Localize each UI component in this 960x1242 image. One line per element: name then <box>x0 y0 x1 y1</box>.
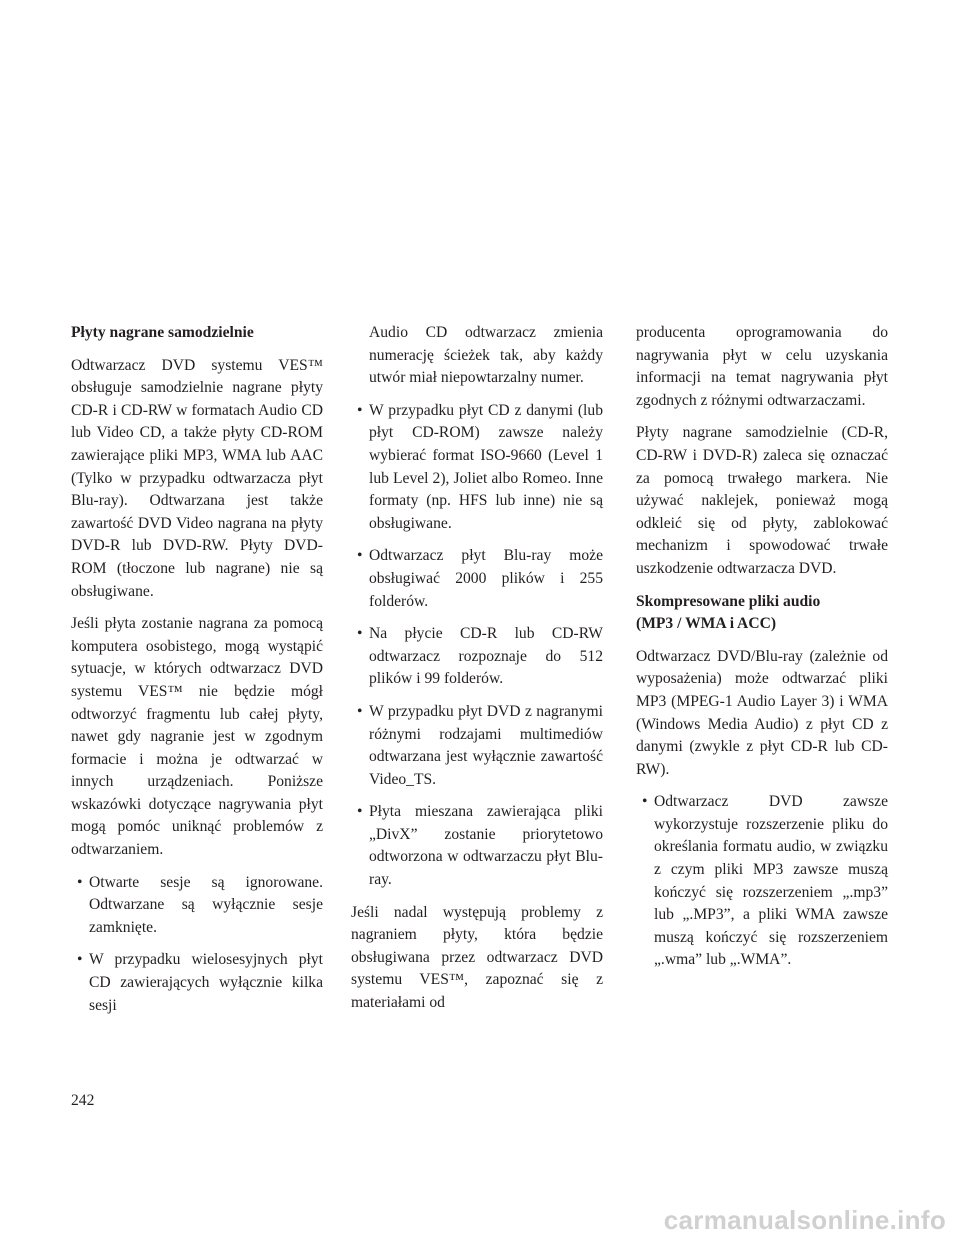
bullet-item <box>351 701 603 791</box>
section-heading-compressed-audio <box>636 591 888 636</box>
bullet-item <box>351 400 603 536</box>
bullet-text: Odtwarzacz DVD zawsze wykorzystuje rozszerzenie pliku do określania formatu audio, w związku z czym pliki MP3 zawsze muszą kończyć się rozszerzeniem „.mp3” lub „.MP3”, a pliki WMA zawsze muszą kończyć się rozszerzeniem „.wma” lub „.WMA”. <box>654 793 888 969</box>
bullet-marker: • <box>357 803 363 821</box>
bullet-marker: • <box>357 702 363 720</box>
paragraph: Odtwarzacz DVD/Blu-ray (zależnie od wyposażenia) może odtwarzać pliki MP3 (MPEG-1 Audio Layer 3) i WMA (Windows Media Audio) z płyt CD z danymi (zwykle z płyt CD-R lub CD-RW). <box>636 647 888 778</box>
paragraph: Odtwarzacz DVD systemu VES™ obsługuje samodzielnie nagrane płyty CD-R i CD-RW w formatach Audio CD lub Video CD, a także płyty CD-ROM zawierające pliki MP3, WMA lub AAC (Tylko w przypadku odtwarzacza płyt Blu-ray). Odtwarzana jest także zawartość DVD Video nagrana na płyty DVD-R lub DVD-RW. Płyty DVD-ROM (tłoczone lub nagrane) nie są obsługiwane. <box>71 356 323 600</box>
bullet-item <box>351 623 603 691</box>
bullet-item <box>351 545 603 613</box>
bullet-marker: • <box>357 547 363 565</box>
bullet-item <box>71 872 323 940</box>
bullet-marker: • <box>357 401 363 419</box>
bullet-marker: • <box>77 873 83 891</box>
column-left <box>71 322 323 1017</box>
paragraph-continuation: producenta oprogramowania do nagrywania płyt w celu uzyskania informacji na temat nagrywania płyt zgodnych z różnymi odtwarzaczami. <box>636 324 888 409</box>
bullet-text: Na płycie CD-R lub CD-RW odtwarzacz rozpoznaje do 512 plików i 99 folderów. <box>369 625 603 688</box>
bullet-text: W przypadku wielosesyjnych płyt CD zawierających wyłącznie kilka sesji <box>89 951 323 1014</box>
bullet-text: Odtwarzacz płyt Blu-ray może obsługiwać 2000 plików i 255 folderów. <box>369 547 603 610</box>
bullet-text: W przypadku płyt DVD z nagranymi różnymi rodzajami multimediów odtwarzana jest wyłącznie zawartość Video_TS. <box>369 702 603 788</box>
bullet-continuation: Audio CD odtwarzacz zmienia numerację ścieżek tak, aby każdy utwór miał niepowtarzalny numer. <box>369 324 603 387</box>
bullet-text: Płyta mieszana zawierająca pliki „DivX” zostanie priorytetowo odtworzona w odtwarzaczu płyt Blu-ray. <box>369 803 603 889</box>
bullet-marker: • <box>642 793 648 811</box>
section-heading-self-recorded: Płyty nagrane samodzielnie <box>71 324 254 341</box>
heading-line: (MP3 / WMA i ACC) <box>636 615 777 633</box>
heading-line: Skompresowane pliki audio <box>636 592 821 610</box>
bullet-marker: • <box>77 951 83 969</box>
bullet-text: W przypadku płyt CD z danymi (lub płyt CD-ROM) zawsze należy wybierać format ISO-9660 (Level 1 lub Level 2), Joliet albo Romeo. Inne formaty (np. HFS lub inne) nie są obsługiwane. <box>369 401 603 532</box>
bullet-item <box>71 949 323 1017</box>
watermark: carmanualsonline.info <box>663 1205 946 1235</box>
bullet-text: Otwarte sesje są ignorowane. Odtwarzane są wyłącznie sesje zamknięte. <box>89 873 323 936</box>
page-number: 242 <box>71 1092 95 1109</box>
paragraph: Jeśli płyta zostanie nagrana za pomocą komputera osobistego, mogą wystąpić sytuacje, w których odtwarzacz DVD systemu VES™ nie będzie mógł odtworzyć fragmentu lub całej płyty, nawet gdy nagranie jest w zgodnym formacie i można je odtwarzać w innych urządzeniach. Poniższe wskazówki dotyczące nagrywania płyt mogą pomóc uniknąć problemów z odtwarzaniem. <box>71 615 323 859</box>
paragraph: Płyty nagrane samodzielnie (CD-R, CD-RW i DVD-R) zaleca się oznaczać za pomocą trwałego markera. Nie używać naklejek, ponieważ mogą odkleić się od płyty, zablokować mechanizm i spowodować trwałe uszkodzenie odtwarzacza DVD. <box>636 424 888 577</box>
column-right <box>636 322 888 972</box>
bullet-item <box>636 791 888 972</box>
bullet-item <box>351 801 603 891</box>
paragraph: Jeśli nadal występują problemy z nagraniem płyty, która będzie obsługiwana przez odtwarzacz DVD systemu VES™, zapoznać się z materiałami od <box>351 903 603 1012</box>
column-middle <box>351 322 603 1015</box>
bullet-marker: • <box>357 625 363 643</box>
